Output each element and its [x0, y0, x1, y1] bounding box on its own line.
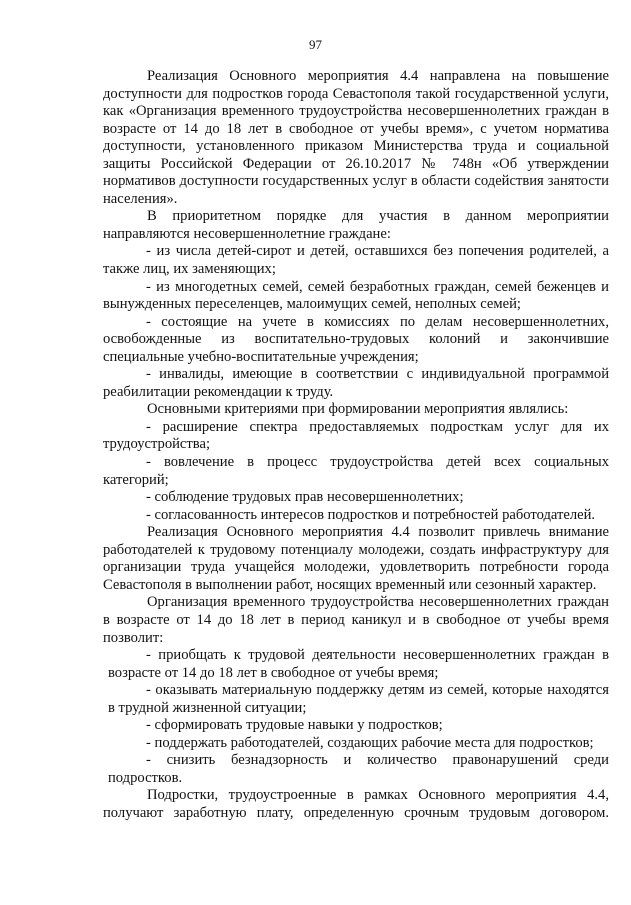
list-item: - согласованность интересов подростков и потребностей работодателей.	[146, 506, 596, 523]
paragraph: Основными критериями при формировании мероприятия являлись:	[147, 401, 569, 418]
list-item: - оказывать материальную поддержку детям из семей, которые находятся в трудной жизненной ситуации;	[108, 682, 609, 716]
list-item: - снизить безнадзорность и количество правонарушений среди подростков.	[108, 752, 609, 786]
list-item: - состоящие на учете в комиссиях по делам несовершеннолетних, освобожденные из воспитательно-трудовых колоний и закончившие специальные учебно-воспитательные учреждения;	[103, 313, 609, 365]
list-item: - вовлечение в процесс трудоустройства детей всех социальных категорий;	[103, 454, 609, 488]
paragraph: Подростки, трудоустроенные в рамках Основного мероприятия 4.4, получают заработную плату, определенную срочным трудовым договором.	[103, 787, 609, 821]
list-item: - сформировать трудовые навыки у подростков;	[146, 717, 443, 734]
list-item: - поддержать работодателей, создающих рабочие места для подростков;	[146, 734, 594, 751]
list-item: - расширение спектра предоставляемых подросткам услуг для их трудоустройства;	[103, 418, 609, 453]
list-item: - инвалиды, имеющие в соответствии с индивидуальной программой реабилитации рекомендации к труду.	[103, 366, 609, 400]
paragraph: В приоритетном порядке для участия в данном мероприятии направляются несовершеннолетние граждане:	[103, 208, 609, 242]
paragraph: Реализация Основного мероприятия 4.4 направлена на повышение доступности для подростков города Севастополя такой государственной услуги, как «Организация временного трудоустройства несовершеннолетних граждан в возрасте от 14 до 18 лет в свободное от учебы время», с учетом норматива доступности, установленного приказом Министерства труда и социальной защиты Российской Федерации от 26.10.2017 № 748н «Об утверждении нормативов доступности государственных услуг в области содействия занятости населения».	[103, 68, 609, 207]
page-number: 97	[309, 37, 322, 52]
list-item: - из многодетных семей, семей безработных граждан, семей беженцев и вынужденных переселенцев, малоимущих семей, неполных семей;	[103, 278, 609, 313]
document-body	[103, 68, 609, 823]
list-item: - из числа детей-сирот и детей, оставшихся без попечения родителей, а также лиц, их заменяющих;	[103, 243, 609, 278]
list-item: - приобщать к трудовой деятельности несовершеннолетних граждан в возрасте от 14 до 18 лет в свободное от учебы время;	[108, 647, 609, 681]
paragraph: Организация временного трудоустройства несовершеннолетних граждан в возрасте от 14 до 18 лет в период каникул и в свободное от учебы время позволит:	[103, 594, 609, 646]
paragraph: Реализация Основного мероприятия 4.4 позволит привлечь внимание работодателей к трудовому потенциалу молодежи, создать инфраструктуру для организации труда учащейся молодежи, удовлетворить потребности города Севастополя в выполнении работ, носящих временный или сезонный характер.	[103, 524, 609, 593]
list-item: - соблюдение трудовых прав несовершеннолетних;	[146, 489, 464, 506]
